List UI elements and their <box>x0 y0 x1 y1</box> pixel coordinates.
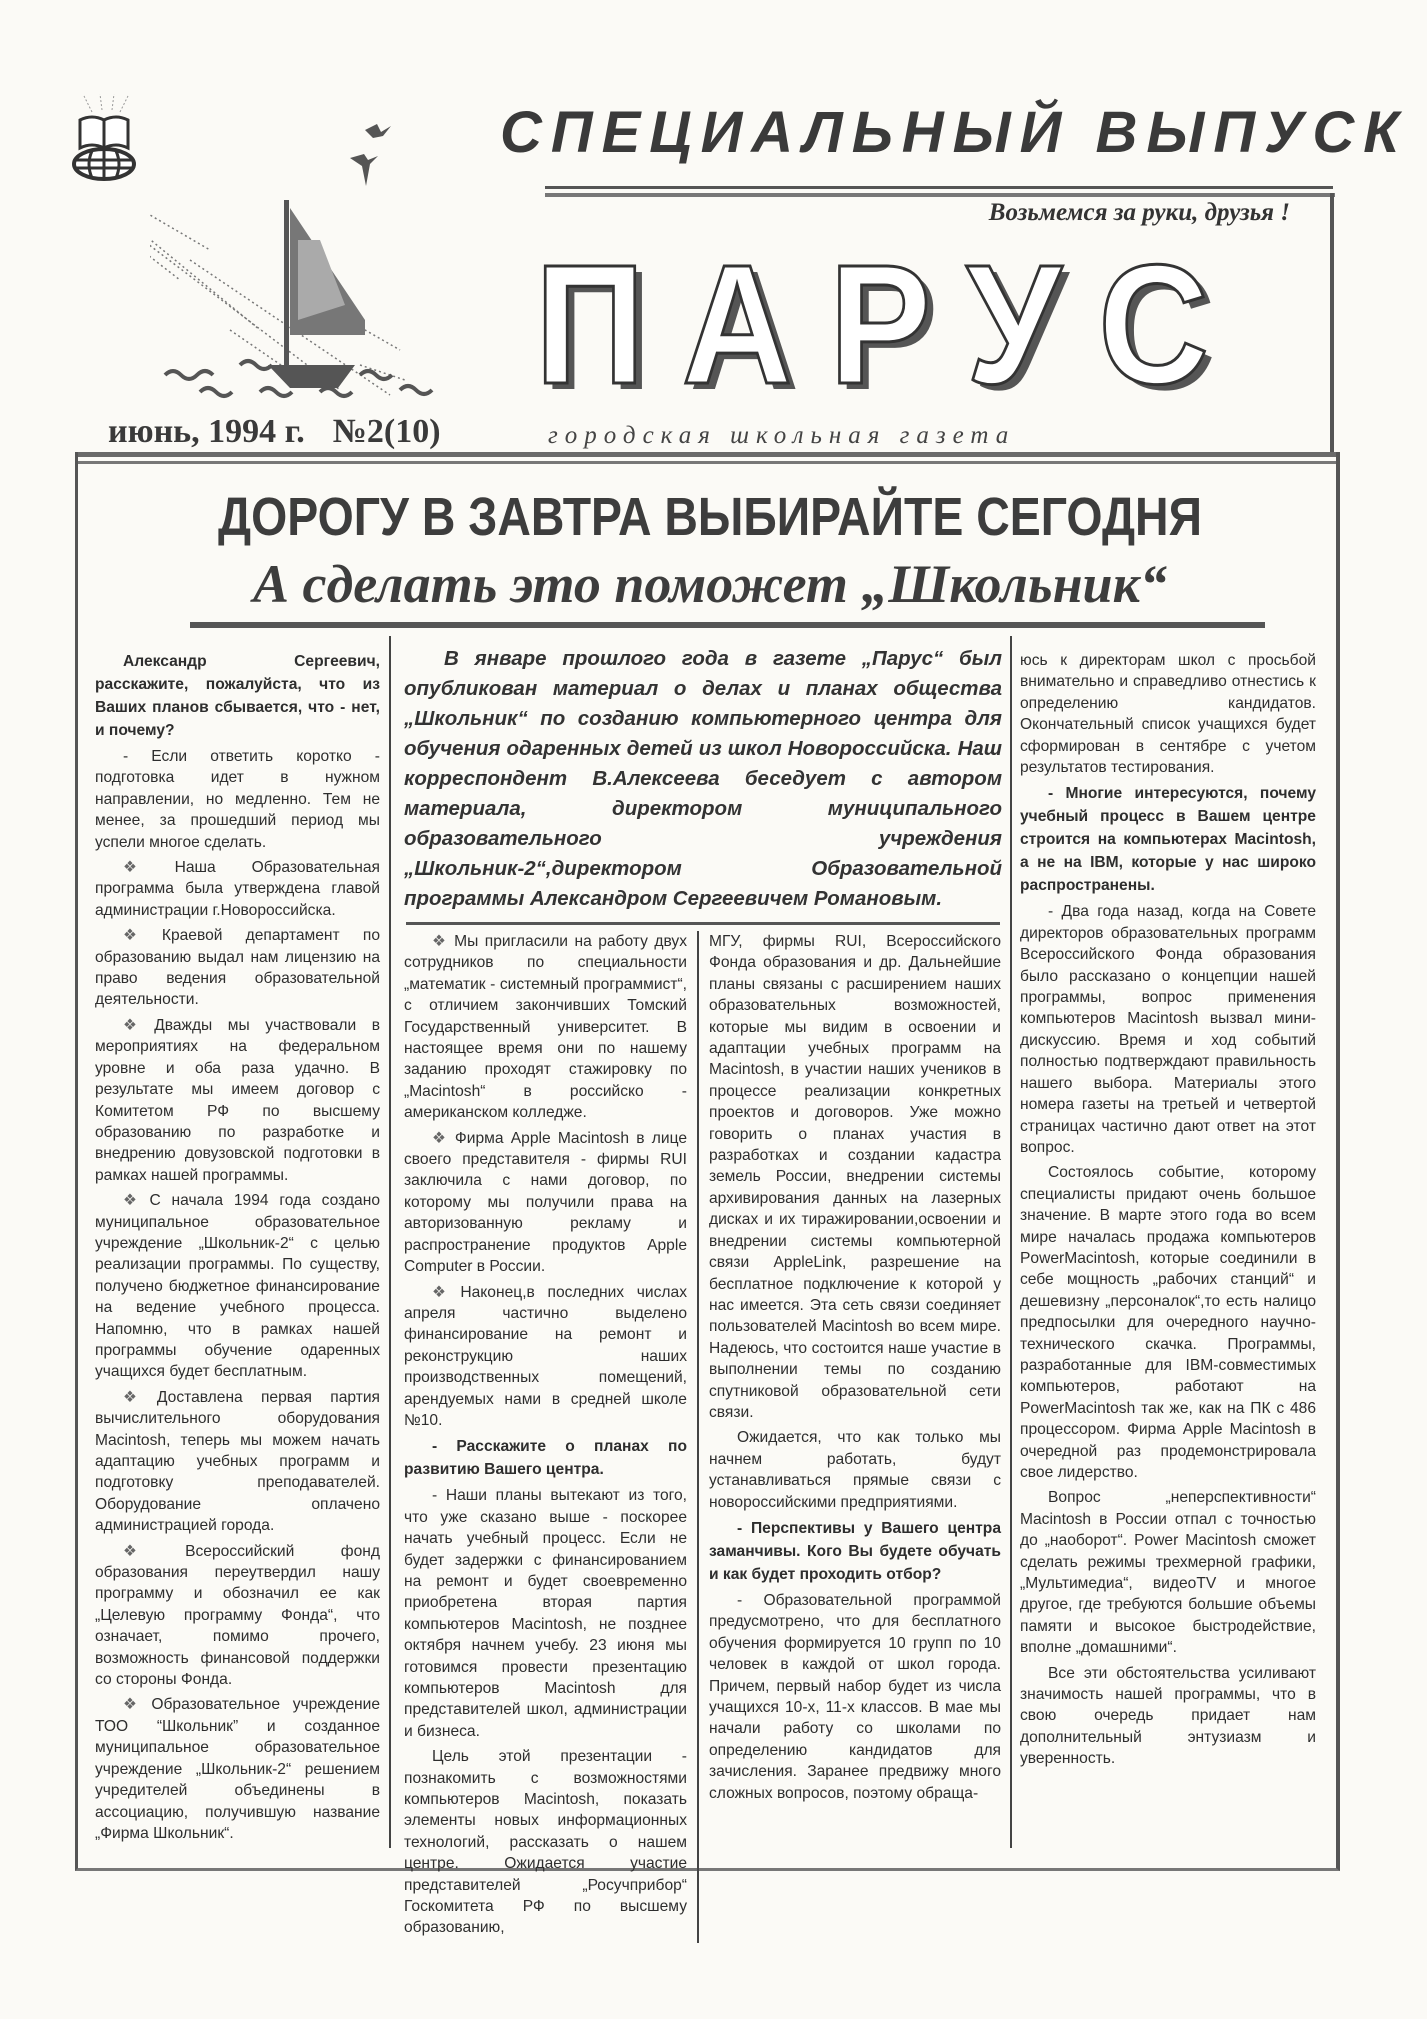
paragraph-text: Все эти обстоятельства усиливают значимость нашей программы, что в свою очередь придает нам дополнительный энтузиазм и уверенность. <box>1020 1664 1316 1768</box>
lead-rule <box>406 922 1000 925</box>
paragraph <box>404 1485 687 1742</box>
paragraph-text: МГУ, фирмы RUI, Всероссийского Фонда образования и др. Дальнейшие планы связаны с расширением наших образовательных возможностей, которые мы видим в освоении и адаптации учебных программ на Macintosh, в участии наших учеников в процессе реализации конкретных проектов и договоров. Уже можно говорить о планах участия в разработках и создании кадастра земель России, внедрении системы архивирования данных на лазерных дисках и их тиражировании,освоении и внедрении системы компьютерной связи AppleLink, разрешение на бесплатное подключение к которой у нас имеется. Эта сеть связи соединяет пользователей Macintosh во всем мире. Надеюсь, что состоится наше участие в выполнении темы по созданию спутниковой образовательной сети связи. <box>709 933 1001 1421</box>
paragraph <box>1020 1487 1316 1658</box>
newspaper-subtitle: городская школьная газета <box>548 422 1016 449</box>
book-globe-logo-icon <box>62 90 162 190</box>
bullet-paragraph <box>95 1694 380 1844</box>
masthead-rule <box>545 186 1333 189</box>
paragraph-text: - Многие интересуются, почему учебный процесс в Вашем центре строится на компьютерах Macintosh, а не на IBM, которые у нас широко распространены. <box>1020 785 1316 895</box>
issue-number: №2(10) <box>332 413 441 450</box>
middle-columns <box>404 931 1002 1943</box>
bullet-ornament-icon: ❖ <box>123 1388 151 1406</box>
headline-underline <box>190 622 1265 628</box>
bullet-paragraph <box>95 1541 380 1691</box>
paragraph-text: Цель этой презентации - познакомить с возможностями компьютеров Macintosh, показать элементы новых информационных технологий, рассказать о нашем центре. Ожидается участие представителей „Росучприбор“ Госкомитета РФ по высшему образованию, <box>404 1748 687 1937</box>
column-divider <box>389 636 391 1848</box>
article-headline: ДОРОГУ В ЗАВТРА ВЫБИРАЙТЕ СЕГОДНЯ <box>218 487 1202 547</box>
paragraph <box>1020 901 1316 1158</box>
bullet-ornament-icon: ❖ <box>123 927 156 945</box>
paragraph-text: - Наши планы вытекают из того, что уже сказано выше - поскорее начать учебный процесс. Если не будет задержки с финансированием на ремонт и будет своевременно приобретена вторая партия компьютеров Macintosh, не позднее октября начнем учебу. 23 июня мы готовимся провести презентацию компьютеров Macintosh для представителей школ, администрации и бизнеса. <box>404 1487 687 1740</box>
bullet-paragraph <box>95 1387 380 1537</box>
bullet-ornament-icon: ❖ <box>432 1283 455 1301</box>
bullet-paragraph <box>95 857 380 921</box>
sailboat-illustration-icon <box>150 100 450 400</box>
paragraph-text: Вопрос „неперспективности“ Macintosh в России отпал с точностью до „наоборот“. Power Macintosh сможет сделать режимы трехмерной графики, „Мультимедиа“, видеоTV и многое другое, где требуются большие объемы памяти и высокое быстродействие, вполне „домашними“. <box>1020 1489 1316 1657</box>
paragraph <box>1020 1663 1316 1770</box>
bullet-paragraph <box>95 1190 380 1383</box>
article-lead: В январе прошлого года в газете „Парус“ был опубликован материал о делах и планах общества „Школьник“ по созданию компьютерного центра для обучения одаренных детей из школ Новороссийска. Наш корреспондент В.Алексеева беседует с автором материала, директором муниципального образовательного учреждения „Школьник-2“,директором Образовательной программы Александром Сергеевичем Романовым. <box>404 647 1002 910</box>
bullet-paragraph <box>404 1282 687 1432</box>
interview-question <box>709 1517 1001 1586</box>
bullet-ornament-icon: ❖ <box>432 1129 449 1147</box>
article-column-3 <box>699 931 1001 1943</box>
paragraph-text: Всероссийский фонд образования переутвердил нашу программу и обозначил ее как „Целевую программу Фонда“, что означает, помимо прочего, возможность финансовой поддержки со стороны Фонда. <box>95 1542 380 1689</box>
bullet-ornament-icon: ❖ <box>432 933 449 950</box>
issue-date: июнь, 1994 г. <box>108 413 305 450</box>
interview-question <box>95 650 380 742</box>
bullet-paragraph <box>95 1015 380 1186</box>
column-divider <box>1010 636 1012 1848</box>
paragraph-text: Состоялось событие, которому специалисты придают очень большое значение. В марте этого года во всем мире началась продажа компьютеров PowerMacintosh, которые соединили в себе мощность „рабочих станций“ и дешевизну „персоналок“,то есть налицо предпосылки для очередного научно-технического скачка. Программы, разработанные для IBM-совместимых компьютеров, работают на PowerMacintosh так же, как на ПК с 486 процессором. Фирма Apple Macintosh в очередной раз продемонстрировала свое лидерство. <box>1020 1164 1316 1481</box>
bullet-ornament-icon: ❖ <box>123 1016 149 1034</box>
interview-question <box>1020 782 1316 897</box>
article-column-1 <box>95 650 380 1848</box>
paragraph-text: - Расскажите о планах по развитию Вашего центра. <box>404 1438 687 1479</box>
paragraph-text: С начала 1994 года создано муниципальное образовательное учреждение „Школьник-2“ с целью реализации программы. По существу, получено бюджетное финансирование на ведение учебного процесса. Напомню, что в рамках нашей программы обучение одаренных учащихся будет бесплатным. <box>95 1192 380 1381</box>
bullet-ornament-icon: ❖ <box>123 1696 146 1714</box>
interview-question <box>404 1435 687 1481</box>
bullet-paragraph <box>95 925 380 1011</box>
paragraph-text: - Два года назад, когда на Совете директоров образовательных программ Всероссийского Фонда образования было рассказано о концепции нашей программы, вопрос применения компьютеров Macintosh вызвал мини-дискуссию. Время и ход событий полностью подтверждают правильность нашего выбора. Материалы этого номера газеты на третьей и четвертой страницах частично дают ответ на этот вопрос. <box>1020 903 1316 1156</box>
paragraph <box>404 1746 687 1939</box>
masthead-box-border <box>1330 193 1334 455</box>
paragraph-text: Краевой департамент по образованию выдал нам лицензию на право ведения образовательной деятельности. <box>95 927 380 1009</box>
paragraph-text: - Если ответить коротко - подготовка идет в нужном направлении, но медленно. Тем не менее, за прошедший период мы успели многое сделать. <box>95 748 380 851</box>
bullet-paragraph <box>404 931 687 1124</box>
paragraph-text: юсь к директорам школ с просьбой внимательно и справедливо отнестись к определению кандидатов. Окончательный список учащихся будет сформирован в сентябре с учетом результатов тестирования. <box>1020 652 1316 777</box>
bullet-ornament-icon: ❖ <box>123 1542 180 1560</box>
paragraph-text: - Перспективы у Вашего центра заманчивы. Кого Вы будете обучать и как будет проходить отбор? <box>709 1519 1001 1583</box>
tagline: Возьмемся за руки, друзья ! <box>988 199 1290 226</box>
paragraph-text: Дважды мы участвовали в мероприятиях на федеральном уровне и оба раза удачно. В результате мы имеем договор с Комитетом РФ по высшему образованию по разработке и внедрению довузовской подготовки в рамках нашей программы. <box>95 1016 380 1184</box>
article-column-2 <box>404 931 699 1943</box>
paragraph-text: Доставлена первая партия вычислительного оборудования Macintosh, теперь мы можем начать адаптацию учебных программ и подготовку преподавателей. Оборудование оплачено администрацией города. <box>95 1388 380 1535</box>
paragraph-text: Образовательное учреждение ТОО “Школьник” и созданное муниципальное образовательное учреждение „Школьник-2“ решением учредителей объединены в ассоциацию, получившую название „Фирма Школьник“. <box>95 1696 380 1842</box>
paragraph <box>709 931 1001 1423</box>
article-middle-section <box>404 644 1002 1943</box>
paragraph-text: Наконец,в последних числах апреля частично выделено финансирование на ремонт и реконструкцию наших производственных помещений, арендуемых нами в средней школе №10. <box>404 1283 687 1429</box>
paragraph-text: - Образовательной программой предусмотрено, что для бесплатного обучения формируется 10 групп по 10 человек в каждой от школ города. Причем, первый набор будет из числа учащихся 10-х, 11-х классов. В мае мы начали работу со школами по определению кандидатов для зачисления. Заранее предвижу много сложных вопросов, поэтому обраща- <box>709 1591 1001 1802</box>
issue-info <box>108 412 469 451</box>
bullet-ornament-icon: ❖ <box>123 859 169 877</box>
paragraph <box>1020 650 1316 778</box>
masthead-rule <box>545 193 1335 197</box>
paragraph-text: Ожидается, что как только мы начнем работать, будут устанавливаться прямые связи с новороссийскими предприятиями. <box>709 1429 1001 1511</box>
paragraph <box>1020 1162 1316 1483</box>
bullet-ornament-icon: ❖ <box>123 1192 144 1210</box>
paragraph <box>95 746 380 853</box>
paragraph-text: Фирма Apple Macintosh в лице своего представителя - фирмы RUI заключила с нами договор, по которому мы получили права на авторизованную рекламу и распространение продуктов Apple Computer в России. <box>404 1129 688 1276</box>
special-issue-label: СПЕЦИАЛЬНЫЙ ВЫПУСК <box>500 100 1408 165</box>
paragraph-text: Наша Образовательная программа была утверждена главой администрации г.Новороссийска. <box>95 859 381 919</box>
paragraph-text: Мы пригласили на работу двух сотрудников по специальности „математик - системный программист“, с отличием закончивших Томский Государственный университет. В настоящее время они по нашему заданию проходят стажировку по „Macintosh“ в российско - американском колледже. <box>404 933 687 1122</box>
article-column-4 <box>1020 650 1316 1774</box>
paragraph <box>709 1590 1001 1804</box>
article-subheadline: А сделать это поможет „Школьник“ <box>253 554 1167 614</box>
paragraph <box>709 1427 1001 1513</box>
newspaper-title: ПАРУС <box>535 230 1246 420</box>
paragraph-text: Александр Сергеевич, расскажите, пожалуйста, что из Ваших планов сбывается, что - нет, и почему? <box>95 653 380 739</box>
bullet-paragraph <box>404 1128 687 1278</box>
